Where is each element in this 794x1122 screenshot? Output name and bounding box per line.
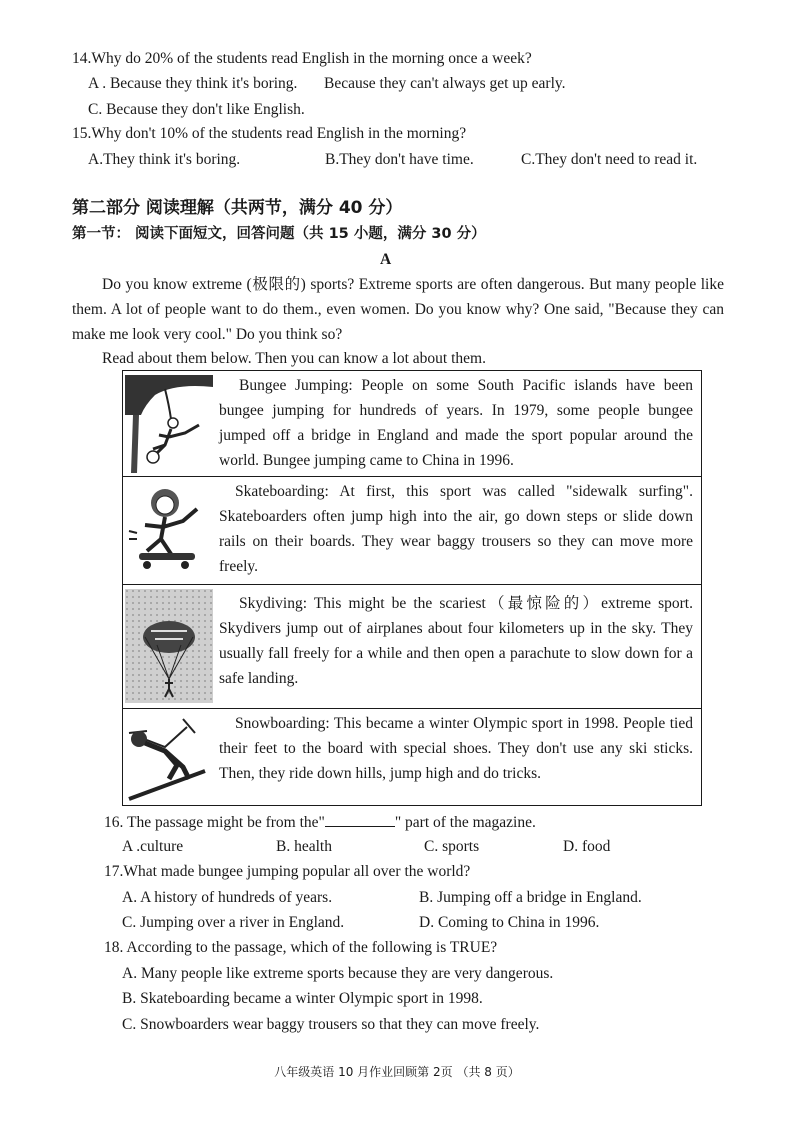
q16-stem-post: " part of the magazine. [394,814,536,831]
sport-text-skateboard: Skateboarding: At first, this sport was called "sidewalk surfing". Skateboarders often jump high into the air, go down steps or slide down rails on their boards. They wear baggy trousers so they can move more freely. [219,483,693,575]
section-subtitle: 第一节： 阅读下面短文，回答问题（共 15 小题，满分 30 分） [72,226,486,242]
q17-option-c: C. Jumping over a river in England. [122,914,345,931]
sport-text-snowboard: Snowboarding: This became a winter Olympic sport in 1998. People tied their feet to the board with special shoes. They don't use any ski sticks. Then, they ride down hills, jump high and do tricks. [219,715,693,782]
q17-option-d: D. Coming to China in 1996. [419,914,600,931]
q16-stem-pre: 16. The passage might be from the" [104,814,325,831]
q17-option-a: A. A history of hundreds of years. [122,889,333,906]
q18-stem: 18. According to the passage, which of the following is TRUE? [104,939,498,956]
q15-option-b: B.They don't have time. [325,151,474,168]
q14-option-c: C. Because they don't like English. [88,101,305,118]
passage-intro: Do you know extreme (极限的) sports? Extreme sports are often dangerous. But many people like them. A lot of people want to do them., even women. Do you know why? One said, "Because they can make me look very cool." Do you think so? [72,276,724,343]
q16-option-a: A .culture [122,838,184,855]
q15-stem: 15.Why don't 10% of the students read English in the morning? [72,125,467,142]
skateboarder-icon [125,481,213,581]
sport-text-bungee: Bungee Jumping: People on some South Pacific islands have been bungee jumping for hundreds of years. In 1979, some people bungee jumped off a bridge in England and made the sport popular around the world. Bungee jumping came to China in 1996. [219,377,693,469]
q14-option-a: A . Because they think it's boring. [88,75,298,92]
q17-stem: 17.What made bungee jumping popular all over the world? [104,863,471,880]
q16-option-d: D. food [563,838,611,855]
q15-option-c: C.They don't need to read it. [521,151,698,168]
snowboarder-icon [125,713,213,805]
sport-row-snowboard [123,709,701,807]
q16-option-c: C. sports [424,838,480,855]
sports-table [122,370,702,806]
q17-option-b: B. Jumping off a bridge in England. [419,889,642,906]
sport-text-skydiving: Skydiving: This might be the scariest（最惊险的）extreme sport. Skydivers jump out of airplanes about four kilometers up in the sky. They usually fall freely for a while and then open a parachute to slow down for a safe landing. [219,595,693,687]
q16-answer-blank[interactable] [325,812,395,827]
page-footer: 八年级英语 10 月作业回顾第 2页 （共 8 页） [274,1065,520,1079]
section-title: 第二部分 阅读理解（共两节，满分 40 分） [72,198,403,218]
passage-letter: A [380,251,392,268]
q16-stem [104,812,536,833]
q16-option-b: B. health [276,838,332,855]
q14-option-b: Because they can't always get up early. [324,75,566,92]
q18-option-c: C. Snowboarders wear baggy trousers so that they can move freely. [122,1016,540,1033]
sport-row-skateboard [123,477,701,585]
q14-stem: 14.Why do 20% of the students read English in the morning once a week? [72,50,532,67]
q18-option-b: B. Skateboarding became a winter Olympic sport in 1998. [122,990,483,1007]
skydiver-icon [125,589,213,703]
sport-row-bungee [123,371,701,477]
q15-option-a: A.They think it's boring. [88,151,241,168]
q18-option-a: A. Many people like extreme sports because they are very dangerous. [122,965,554,982]
passage-lead: Read about them below. Then you can know a lot about them. [102,350,486,367]
sport-row-skydiving [123,585,701,709]
bungee-jumper-icon [125,375,213,473]
